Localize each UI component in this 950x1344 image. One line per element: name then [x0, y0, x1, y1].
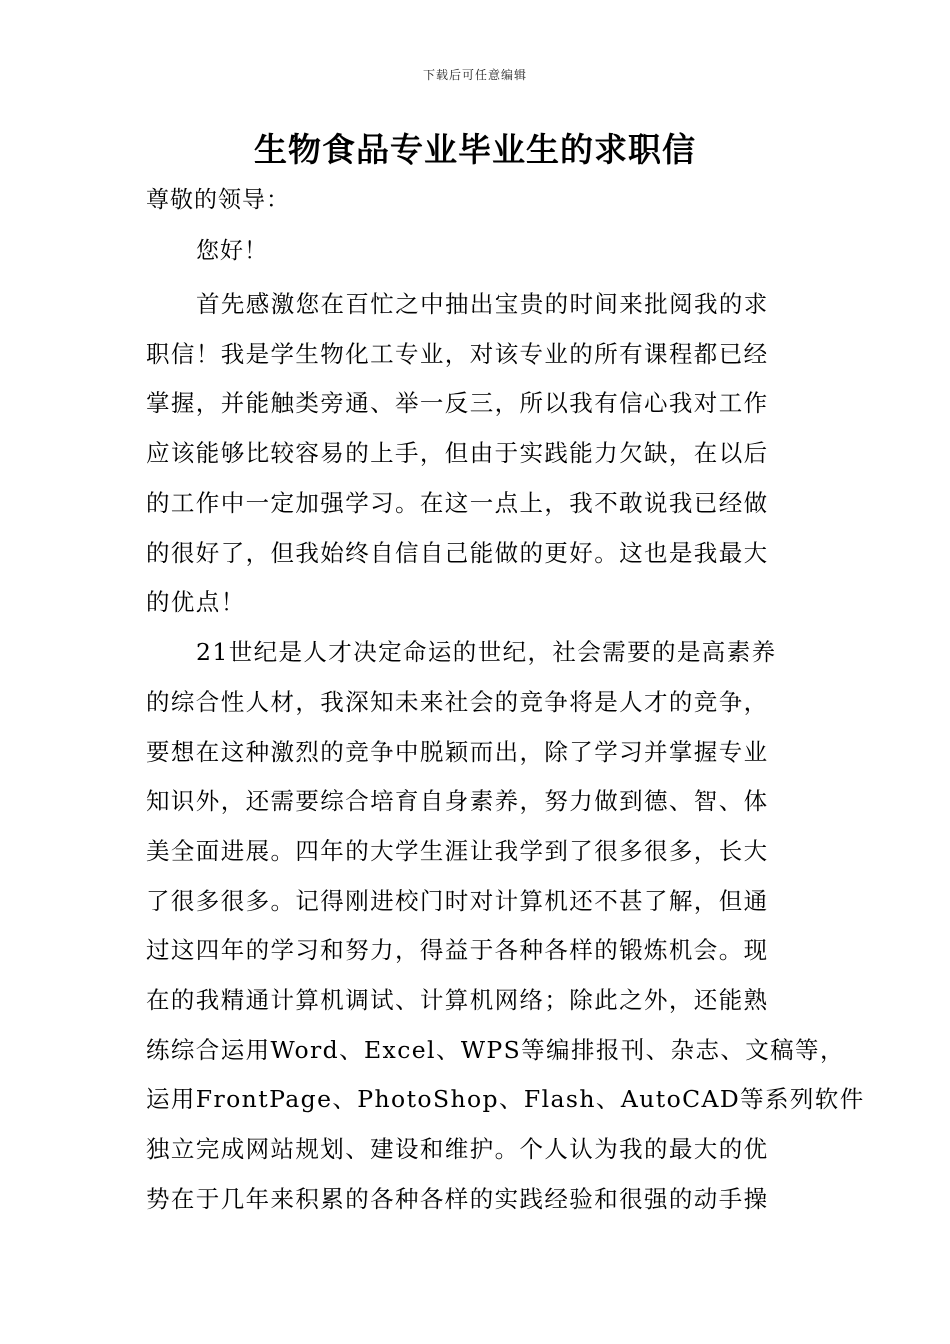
body-line: 过这四年的学习和努力，得益于各种各样的锻炼机会。现	[146, 936, 769, 964]
salutation: 尊敬的领导：	[146, 187, 290, 213]
header-note: 下载后可任意编辑	[422, 68, 527, 82]
body-line: 在的我精通计算机调试、计算机网络；除此之外，还能熟	[146, 986, 769, 1014]
body-line: 掌握，并能触类旁通、举一反三，所以我有信心我对工作	[146, 389, 769, 417]
body-line: 的很好了，但我始终自信自己能做的更好。这也是我最大	[146, 539, 769, 567]
body-line: 练综合运用Word、Excel、WPS等编排报刊、杂志、文稿等，	[146, 1036, 845, 1064]
greeting: 您好！	[196, 238, 268, 264]
body-line: 知识外，还需要综合培育自身素养，努力做到德、智、体	[146, 787, 769, 815]
body-line: 职信！我是学生物化工专业，对该专业的所有课程都已经	[146, 340, 769, 368]
body-line: 的优点！	[146, 588, 246, 616]
body-line: 独立完成网站规划、建设和维护。个人认为我的最大的优	[146, 1135, 769, 1163]
page-title: 生物食品专业毕业生的求职信	[254, 130, 696, 169]
body-line: 应该能够比较容易的上手，但由于实践能力欠缺，在以后	[146, 439, 769, 467]
body-line: 了很多很多。记得刚进校门时对计算机还不甚了解，但通	[146, 887, 769, 915]
body-line: 要想在这种激烈的竞争中脱颖而出，除了学习并掌握专业	[146, 738, 769, 766]
body-line: 运用FrontPage、PhotoShop、Flash、AutoCAD等系列软件	[146, 1085, 865, 1113]
body-line: 的工作中一定加强学习。在这一点上，我不敢说我已经做	[146, 489, 769, 517]
body-line: 的综合性人材，我深知未来社会的竞争将是人才的竞争，	[146, 688, 769, 716]
body-line: 21世纪是人才决定命运的世纪，社会需要的是高素养	[196, 638, 777, 666]
body-line: 美全面进展。四年的大学生涯让我学到了很多很多，长大	[146, 837, 769, 865]
body-line: 首先感激您在百忙之中抽出宝贵的时间来批阅我的求	[196, 290, 769, 318]
body-line: 势在于几年来积累的各种各样的实践经验和很强的动手操	[146, 1185, 769, 1213]
